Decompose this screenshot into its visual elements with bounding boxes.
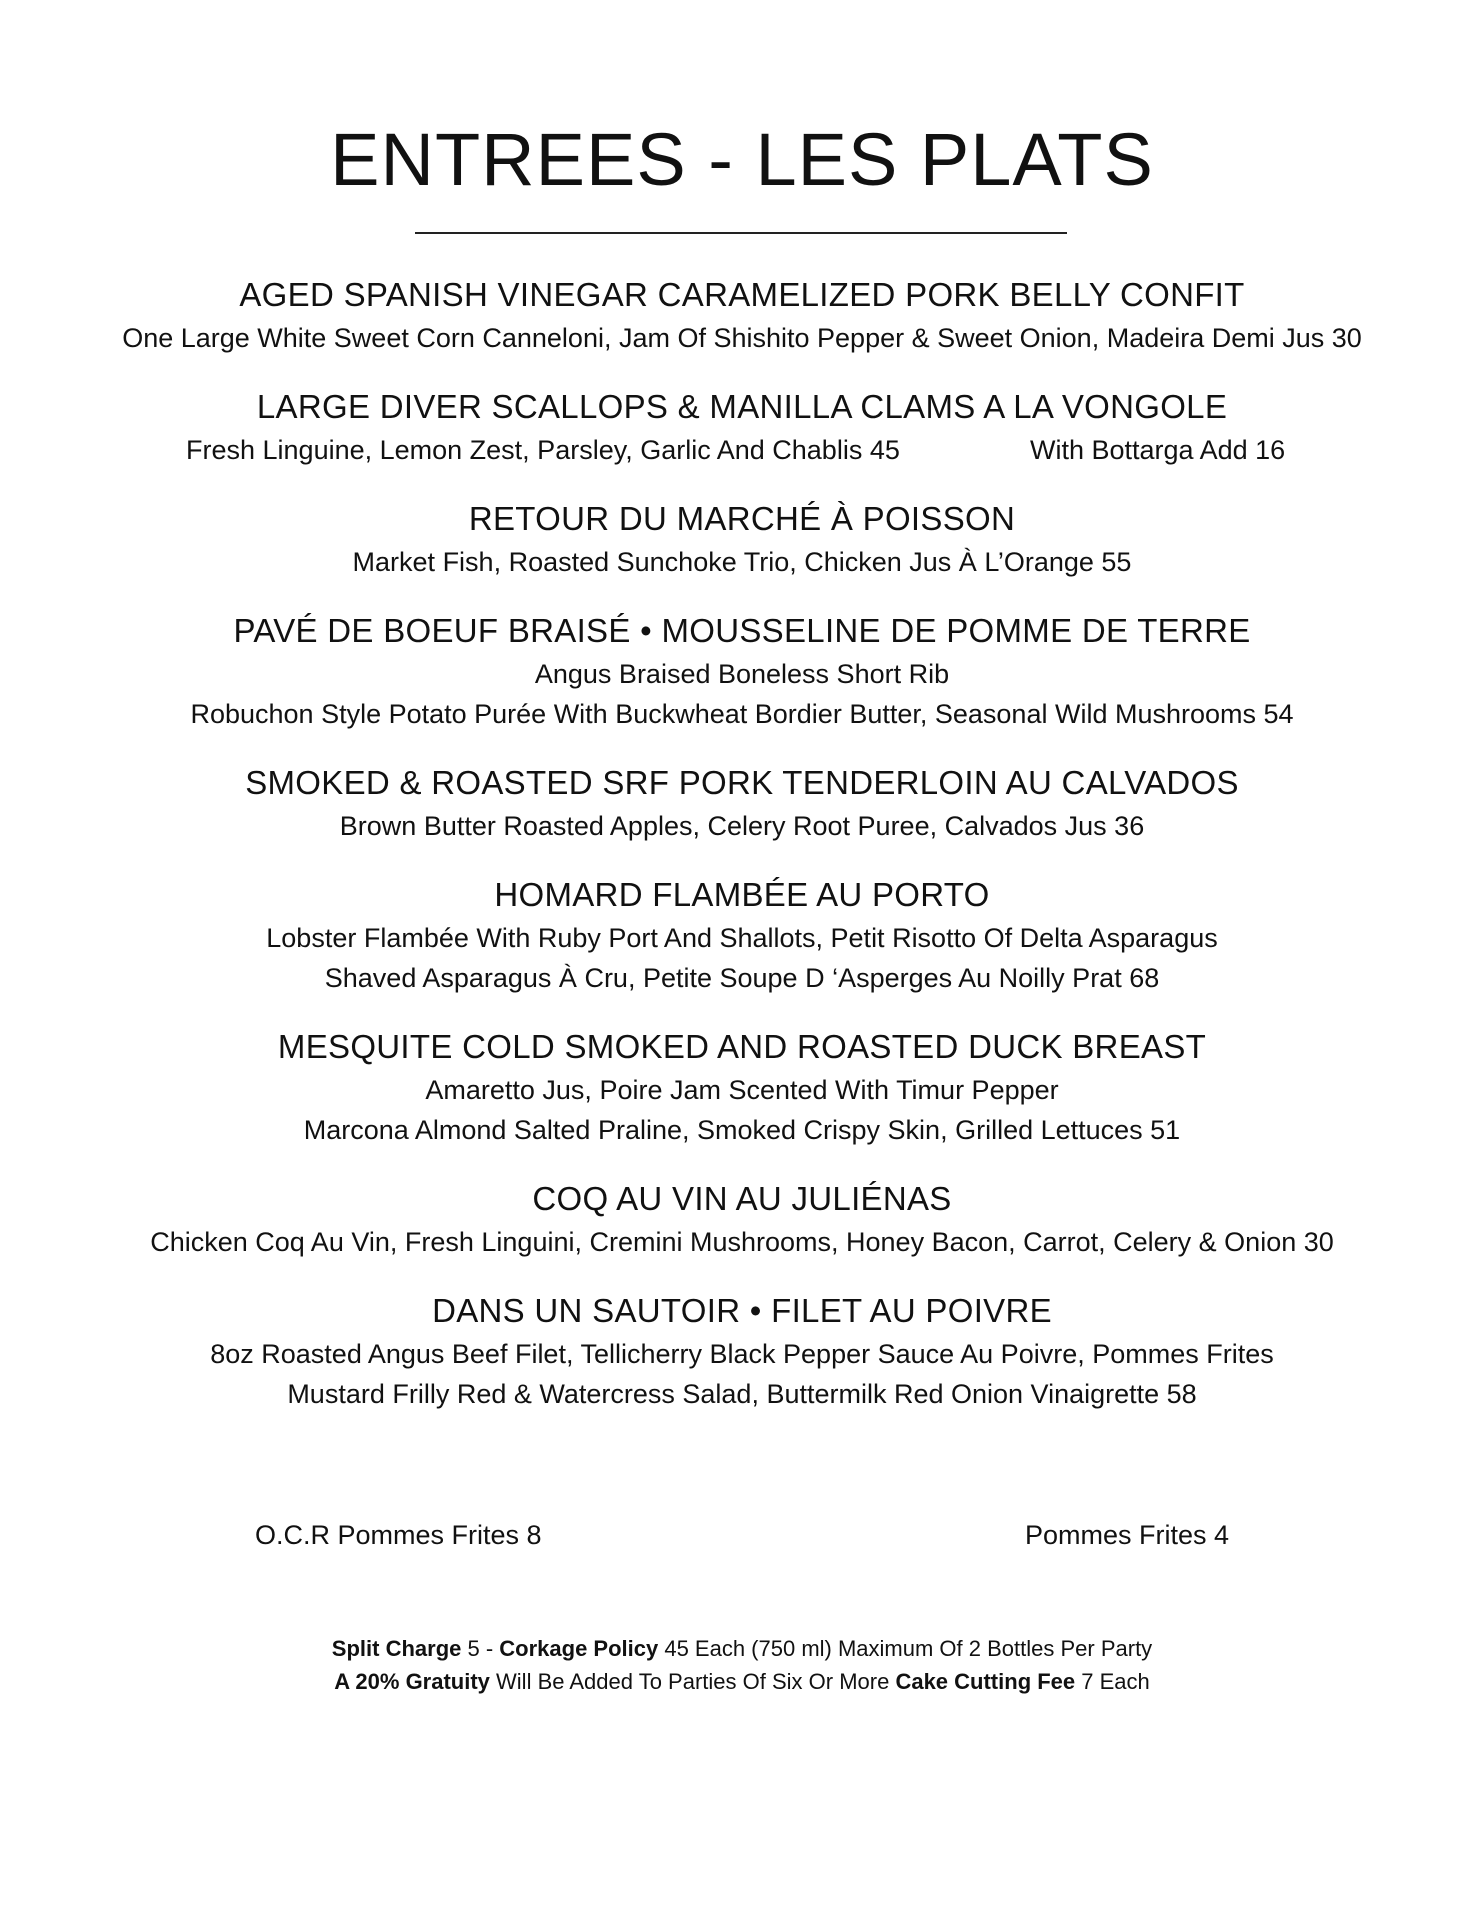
side-pommes-frites: Pommes Frites 4	[1025, 1520, 1230, 1550]
corkage-text: 45 Each (750 ml) Maximum Of 2 Bottles Per Party	[658, 1636, 1153, 1661]
item-name: HOMARD FLAMBÉE AU PORTO	[494, 876, 990, 913]
item-name: MESQUITE COLD SMOKED AND ROASTED DUCK BREAST	[277, 1028, 1207, 1065]
menu-item	[0, 272, 1484, 358]
item-description: Brown Butter Roasted Apples, Celery Root Puree, Calvados Jus 36	[339, 811, 1145, 841]
sides-row	[0, 1515, 1484, 1555]
cake-fee-label: Cake Cutting Fee	[895, 1669, 1076, 1694]
item-description: Lobster Flambée With Ruby Port And Shallots, Petit Risotto Of Delta Asparagus	[266, 923, 1218, 953]
menu-item	[0, 872, 1484, 998]
menu-item	[0, 496, 1484, 582]
item-name: PAVÉ DE BOEUF BRAISÉ • MOUSSELINE DE POMME DE TERRE	[233, 612, 1251, 649]
title-divider	[415, 232, 1067, 234]
cake-fee-text: 7 Each	[1075, 1669, 1150, 1694]
item-name: LARGE DIVER SCALLOPS & MANILLA CLAMS A LA VONGOLE	[256, 388, 1228, 425]
menu-item	[0, 1176, 1484, 1262]
item-description-split	[0, 430, 1484, 470]
footer-line-2	[0, 1665, 1484, 1698]
item-description: Fresh Linguine, Lemon Zest, Parsley, Garlic And Chablis 45	[186, 435, 900, 465]
item-description: Angus Braised Boneless Short Rib	[534, 659, 950, 689]
menu-item	[0, 1288, 1484, 1414]
item-name: DANS UN SAUTOIR • FILET AU POIVRE	[432, 1292, 1052, 1329]
item-description: Market Fish, Roasted Sunchoke Trio, Chicken Jus À L’Orange 55	[352, 547, 1132, 577]
split-charge-label: Split Charge	[331, 1636, 462, 1661]
menu-item	[0, 760, 1484, 846]
item-description: One Large White Sweet Corn Canneloni, Jam Of Shishito Pepper & Sweet Onion, Madeira Demi Jus 30	[122, 323, 1362, 353]
menu-item	[0, 384, 1484, 470]
side-ocr-frites: O.C.R Pommes Frites 8	[255, 1520, 542, 1550]
split-charge-text: 5 -	[461, 1636, 500, 1661]
menu-item	[0, 1024, 1484, 1150]
gratuity-label: A 20% Gratuity	[334, 1669, 490, 1694]
item-name: RETOUR DU MARCHÉ À POISSON	[468, 500, 1016, 537]
item-addon: With Bottarga Add 16	[1030, 435, 1286, 465]
item-description: Chicken Coq Au Vin, Fresh Linguini, Cremini Mushrooms, Honey Bacon, Carrot, Celery & Onion 30	[150, 1227, 1334, 1257]
item-name: SMOKED & ROASTED SRF PORK TENDERLOIN AU CALVADOS	[245, 764, 1239, 801]
menu-item	[0, 608, 1484, 734]
item-description: Mustard Frilly Red & Watercress Salad, Buttermilk Red Onion Vinaigrette 58	[287, 1379, 1197, 1409]
menu-items	[0, 272, 1484, 1440]
item-description: Robuchon Style Potato Purée With Buckwheat Bordier Butter, Seasonal Wild Mushrooms 54	[190, 699, 1294, 729]
footer-line-1	[0, 1632, 1484, 1665]
item-description: Amaretto Jus, Poire Jam Scented With Timur Pepper	[425, 1075, 1059, 1105]
gratuity-text: Will Be Added To Parties Of Six Or More	[489, 1669, 896, 1694]
page-title: ENTREES - LES PLATS	[330, 118, 1154, 201]
item-description: Marcona Almond Salted Praline, Smoked Crispy Skin, Grilled Lettuces 51	[303, 1115, 1181, 1145]
item-name: COQ AU VIN AU JULIÉNAS	[532, 1180, 952, 1217]
item-name: AGED SPANISH VINEGAR CARAMELIZED PORK BELLY CONFIT	[239, 276, 1245, 313]
policy-footer	[0, 1632, 1484, 1698]
item-description: Shaved Asparagus À Cru, Petite Soupe D ‘Asperges Au Noilly Prat 68	[324, 963, 1160, 993]
item-description: 8oz Roasted Angus Beef Filet, Tellicherry Black Pepper Sauce Au Poivre, Pommes Frites	[210, 1339, 1274, 1369]
corkage-label: Corkage Policy	[499, 1636, 659, 1661]
